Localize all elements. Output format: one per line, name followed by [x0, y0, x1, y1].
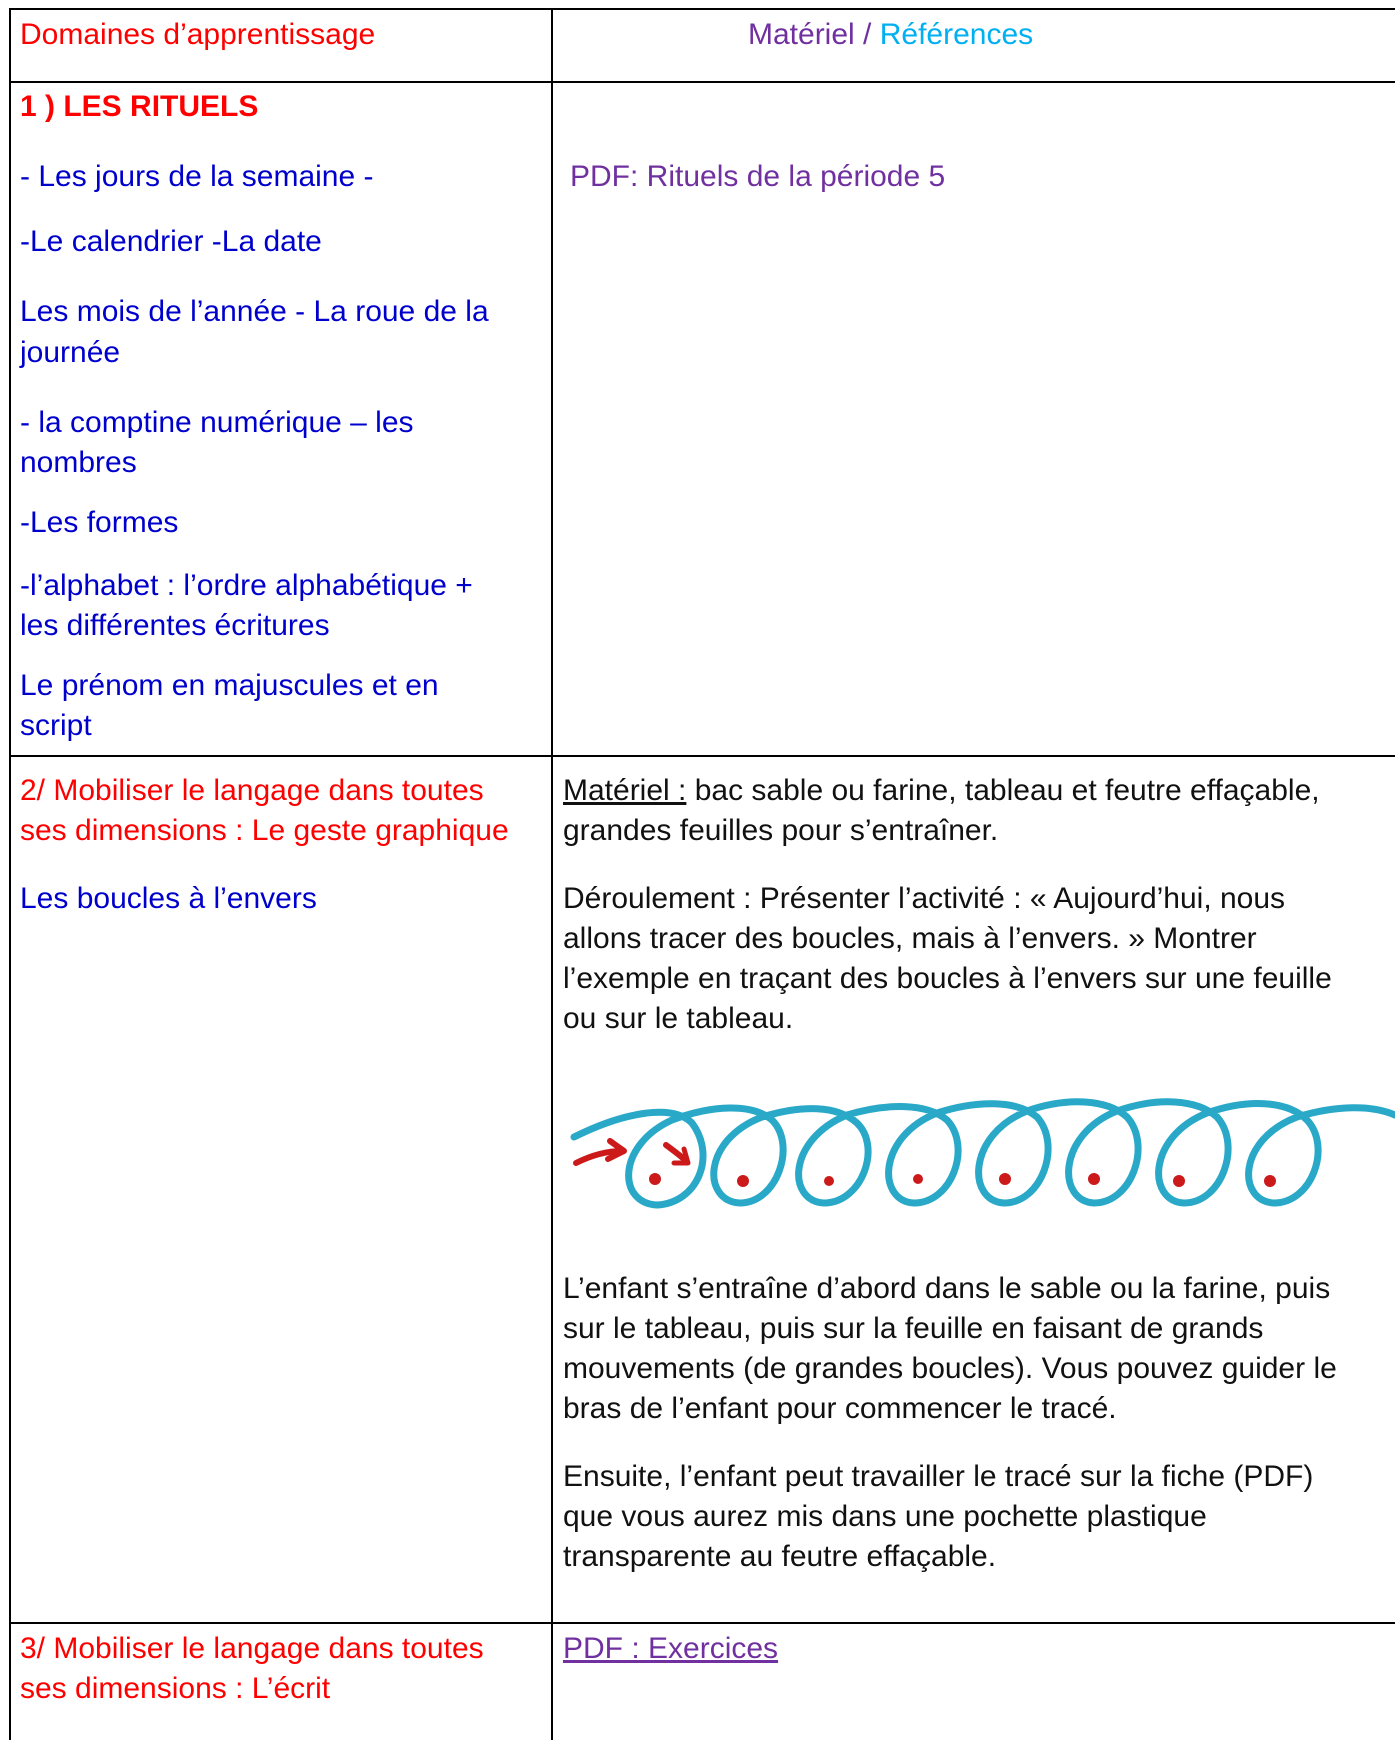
ritual-item: -Le calendrier -La date [20, 225, 322, 258]
deroulement-line: Déroulement : Présenter l’activité : « Aujourd’hui, nous [563, 882, 1286, 915]
section-title-ecrit-l2: ses dimensions : L’écrit [20, 1672, 331, 1705]
materiel-line-2: grandes feuilles pour s’entraîner. [563, 814, 999, 847]
start-dot [913, 1174, 923, 1184]
section-title-geste-graphique-l2: ses dimensions : Le geste graphique [20, 814, 509, 847]
header-references: Références [879, 18, 1034, 51]
deroulement-line: l’exemple en traçant des boucles à l’envers sur une feuille [563, 962, 1332, 995]
paragraph-3-line: Ensuite, l’enfant peut travailler le tracé sur la fiche (PDF) [563, 1460, 1314, 1493]
header-domains: Domaines d’apprentissage [20, 18, 376, 51]
table-border-left [9, 8, 11, 1740]
section-title-geste-graphique-l1: 2/ Mobiliser le langage dans toutes [20, 774, 484, 807]
paragraph-2-line: L’enfant s’entraîne d’abord dans le sable ou la farine, puis [563, 1272, 1331, 1305]
section-title-ecrit-l1: 3/ Mobiliser le langage dans toutes [20, 1632, 484, 1665]
table-border-top [9, 8, 1395, 10]
header-materials-references [748, 16, 1033, 54]
materiel-label: Matériel : [563, 774, 687, 807]
paragraph-2-line: mouvements (de grandes boucles). Vous pouvez guider le [563, 1352, 1337, 1385]
materiel-text: bac sable ou farine, tableau et feutre effaçable, [686, 774, 1320, 807]
ritual-item: journée [20, 336, 121, 369]
row-divider-1 [9, 755, 1395, 757]
row-divider-header [9, 81, 1395, 83]
ref-rituels-pdf[interactable]: PDF: Rituels de la période 5 [570, 160, 946, 193]
header-materiel: Matériel [748, 18, 855, 51]
deroulement-line: ou sur le tableau. [563, 1002, 794, 1035]
row-divider-2 [9, 1622, 1395, 1624]
header-separator: / [854, 18, 880, 51]
start-dot [737, 1175, 749, 1187]
start-dot [1088, 1173, 1100, 1185]
ritual-item: script [20, 709, 92, 742]
start-dot [1264, 1175, 1276, 1187]
paragraph-2-line: sur le tableau, puis sur la feuille en faisant de grands [563, 1312, 1264, 1345]
start-dot [824, 1176, 834, 1186]
materiel-line-1 [563, 772, 1320, 810]
ritual-item: nombres [20, 446, 137, 479]
table-column-divider [551, 8, 553, 1740]
loop-stroke [574, 1102, 1395, 1205]
ritual-item: - Les jours de la semaine - [20, 160, 374, 193]
paragraph-3-line: que vous aurez mis dans une pochette plastique [563, 1500, 1207, 1533]
reverse-loops-illustration [562, 1075, 1395, 1225]
ritual-item: les différentes écritures [20, 609, 330, 642]
deroulement-line: allons tracer des boucles, mais à l’envers. » Montrer [563, 922, 1257, 955]
start-dot [1173, 1175, 1185, 1187]
paragraph-3-line: transparente au feutre effaçable. [563, 1540, 997, 1573]
ritual-item: Les mois de l’année - La roue de la [20, 295, 489, 328]
ritual-item: Le prénom en majuscules et en [20, 669, 439, 702]
start-dots [649, 1173, 1276, 1187]
paragraph-2-line: bras de l’enfant pour commencer le tracé. [563, 1392, 1117, 1425]
ritual-item: -l’alphabet : l’ordre alphabétique + [20, 569, 473, 602]
ritual-item: - la comptine numérique – les [20, 406, 414, 439]
section-title-rituels: 1 ) LES RITUELS [20, 90, 259, 123]
ritual-item: -Les formes [20, 506, 179, 539]
exercices-pdf-link[interactable]: PDF : Exercices [563, 1632, 779, 1665]
start-dot [999, 1173, 1011, 1185]
subtopic-boucles: Les boucles à l’envers [20, 882, 317, 915]
start-dot [649, 1173, 661, 1185]
